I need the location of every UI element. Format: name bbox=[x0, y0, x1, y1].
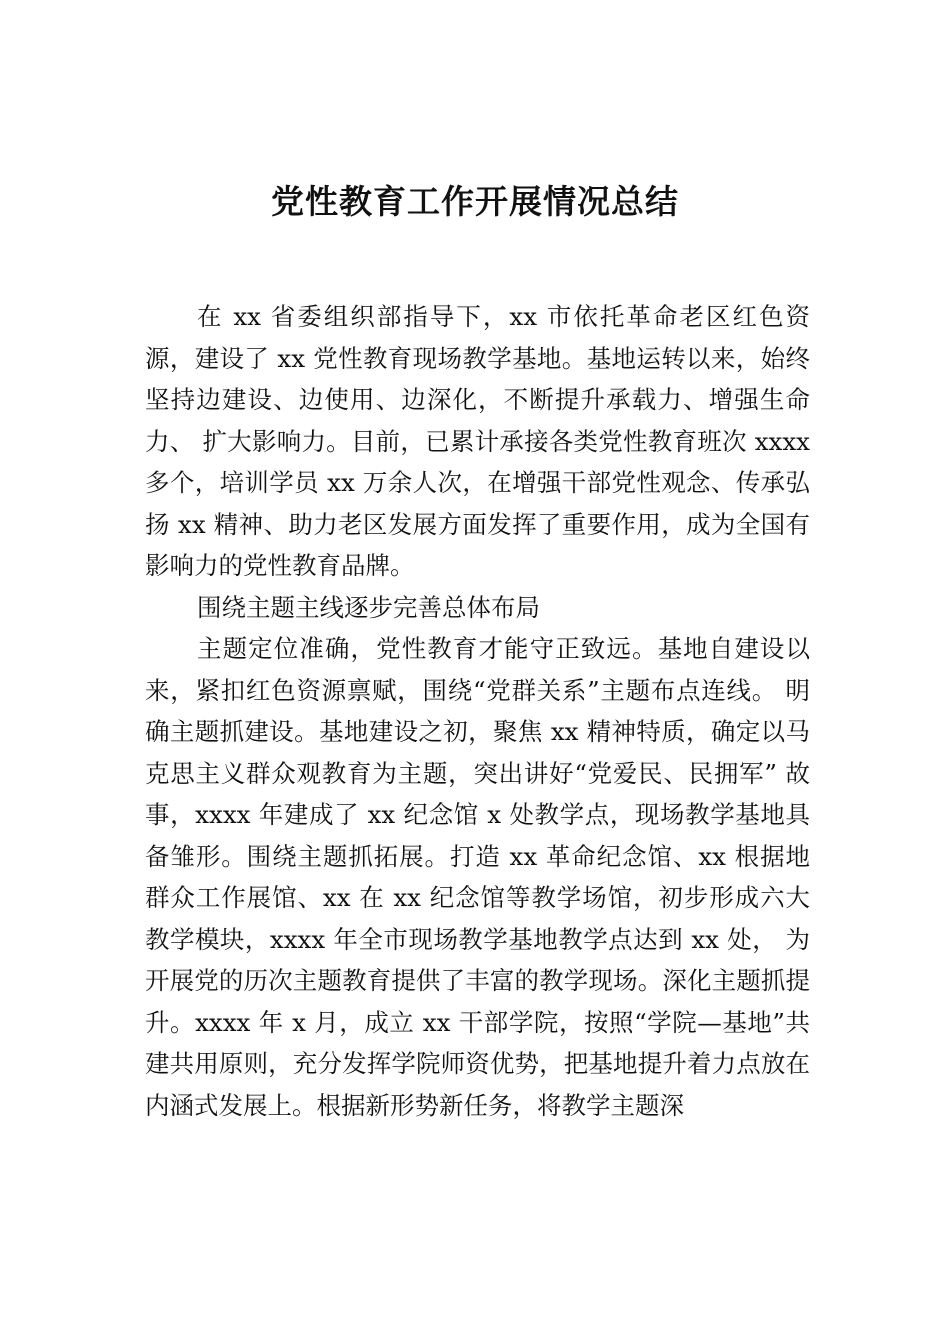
paragraph-theme: 主题定位准确，党性教育才能守正致远。基地自建设以来，紧扣红色资源禀赋，围绕“党群关系”主题布点连线。 明确主题抓建设。基地建设之初，聚焦 xx 精神特质，确定以马克思主义群众观教育为主题，突出讲好“党爱民、民拥军” 故事，xxxx 年建成了 xx 纪念馆 x 处教学点，现场教学基地具备雏形。围绕主题抓拓展。打造 xx 革命纪念馆、xx 根据地群众工作展馆、xx 在 xx 纪念馆等教学场馆，初步形成六大教学模块，xxxx 年全市现场教学基地教学点达到 xx 处， 为开展党的历次主题教育提供了丰富的教学现场。深化主题抓提升。xxxx 年 x 月，成立 xx 干部学院，按照“学院—基地”共建共用原则，充分发挥学院师资优势，把基地提升着力点放在内涵式发展上。根据新形势新任务，将教学主题深 bbox=[145, 634, 810, 1120]
document-title: 党性教育工作开展情况总结 bbox=[271, 182, 679, 221]
paragraph-intro: 在 xx 省委组织部指导下，xx 市依托革命老区红色资源，建设了 xx 党性教育现场教学基地。基地运转以来，始终坚持边建设、边使用、边深化，不断提升承载力、增强生命力、 扩大影响力。目前，已累计承接各类党性教育班次 xxxx 多个，培训学员 xx 万余人次，在增强干部党性观念、传承弘扬 xx 精神、助力老区发展方面发挥了重要作用，成为全国有影响力的党性教育品牌。 bbox=[145, 302, 810, 580]
section-heading: 围绕主题主线逐步完善总体布局 bbox=[197, 592, 540, 622]
document-body bbox=[145, 296, 810, 1126]
